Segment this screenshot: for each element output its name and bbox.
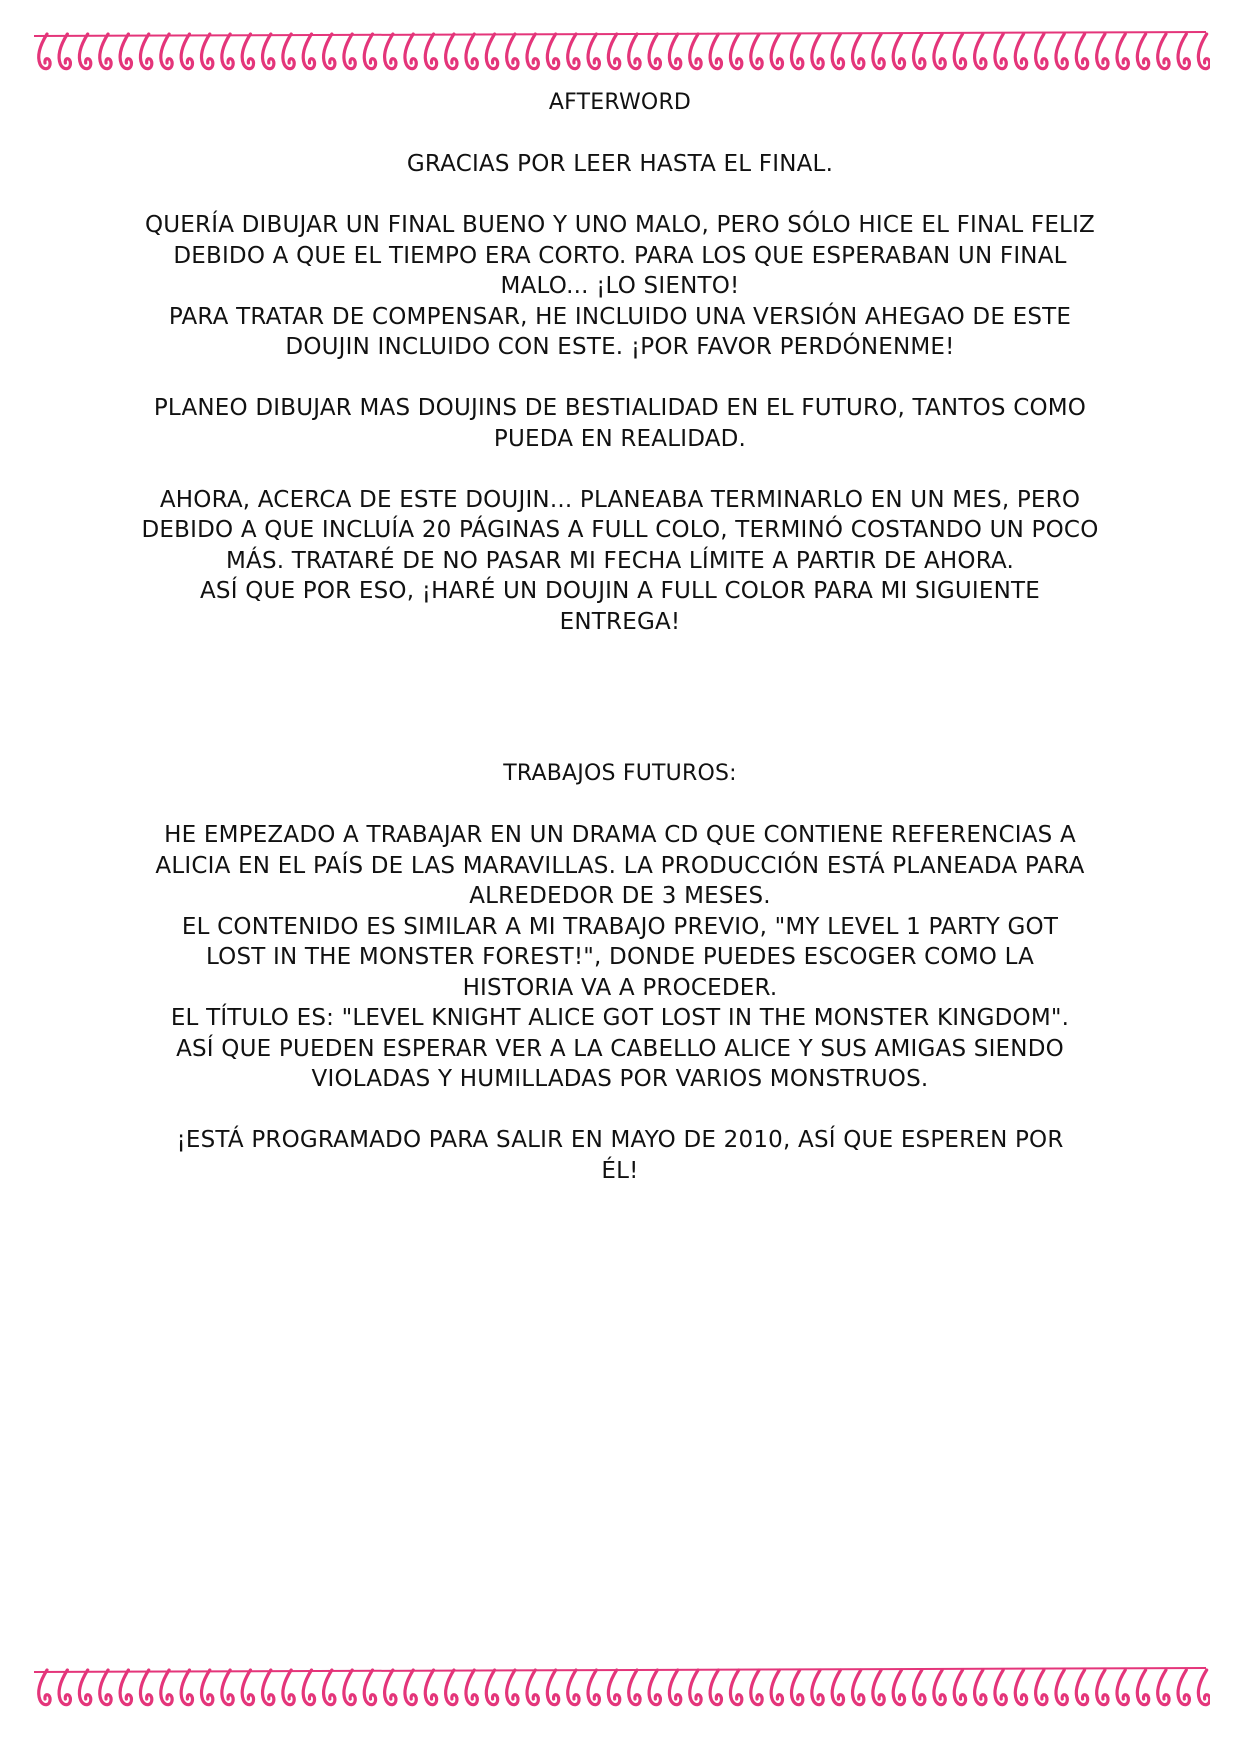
curl-mark bbox=[629, 1670, 640, 1705]
paragraph-deadline bbox=[90, 485, 1150, 638]
curl-mark bbox=[242, 34, 253, 69]
curl-mark bbox=[588, 1670, 599, 1705]
curl-mark bbox=[486, 1670, 497, 1705]
text-line: EL CONTENIDO ES SIMILAR A MI TRABAJO PREVIO, "MY LEVEL 1 PARTY GOT bbox=[181, 913, 1059, 940]
curl-mark bbox=[751, 1670, 762, 1705]
text-line: ¡ESTÁ PROGRAMADO PARA SALIR EN MAYO DE 2010, ASÍ QUE ESPEREN POR bbox=[176, 1127, 1064, 1153]
curl-mark bbox=[303, 34, 314, 69]
text-line: PUEDA EN REALIDAD. bbox=[493, 425, 747, 452]
text-line: DEBIDO A QUE EL TIEMPO ERA CORTO. PARA LOS QUE ESPERABAN UN FINAL bbox=[173, 242, 1067, 269]
decorative-border-top bbox=[30, 24, 1210, 84]
text-line: EL TÍTULO ES: "LEVEL KNIGHT ALICE GOT LOST IN THE MONSTER KINGDOM". bbox=[170, 1005, 1070, 1031]
curl-mark bbox=[751, 34, 762, 69]
curl-mark bbox=[1198, 34, 1209, 69]
text-line: ENTREGA! bbox=[559, 608, 681, 635]
curl-mark bbox=[832, 1670, 843, 1705]
curl-mark bbox=[1178, 1670, 1189, 1705]
curl-mark bbox=[140, 1670, 151, 1705]
curl-mark bbox=[425, 1670, 436, 1705]
curl-mark bbox=[1097, 34, 1108, 69]
curl-mark bbox=[425, 34, 436, 69]
curl-mark bbox=[730, 1670, 741, 1705]
curl-mark bbox=[181, 1670, 192, 1705]
text-line: PARA TRATAR DE COMPENSAR, HE INCLUIDO UNA VERSIÓN AHEGAO DE ESTE bbox=[168, 303, 1072, 330]
curl-mark bbox=[344, 1670, 355, 1705]
spacer bbox=[90, 363, 1150, 394]
curl-mark bbox=[1158, 34, 1169, 69]
curl-mark bbox=[629, 34, 640, 69]
curl-mark bbox=[507, 34, 518, 69]
curl-mark bbox=[730, 34, 741, 69]
curl-mark bbox=[39, 34, 50, 69]
page-title: AFTERWORD bbox=[548, 90, 692, 115]
curl-mark bbox=[262, 1670, 273, 1705]
text-line: PLANEO DIBUJAR MAS DOUJINS DE BESTIALIDAD EN EL FUTURO, TANTOS COMO bbox=[153, 395, 1087, 421]
curl-mark bbox=[201, 1670, 212, 1705]
curl-mark bbox=[914, 1670, 925, 1705]
text-line: HE EMPEZADO A TRABAJAR EN UN DRAMA CD QUE CONTIENE REFERENCIAS A bbox=[164, 822, 1076, 848]
curl-mark bbox=[873, 34, 884, 69]
curl-mark bbox=[181, 34, 192, 69]
curl-mark bbox=[79, 1670, 90, 1705]
curl-mark bbox=[59, 1670, 70, 1705]
text-line: DOUJIN INCLUIDO CON ESTE. ¡POR FAVOR PERDÓNENME! bbox=[285, 334, 955, 360]
curl-mark bbox=[975, 34, 986, 69]
curl-mark bbox=[100, 1670, 111, 1705]
curl-mark bbox=[954, 34, 965, 69]
curl-mark bbox=[283, 34, 294, 69]
curl-mark bbox=[466, 1670, 477, 1705]
curl-mark bbox=[1117, 1670, 1128, 1705]
curl-mark bbox=[1076, 34, 1087, 69]
curl-mark bbox=[303, 1670, 314, 1705]
curl-mark bbox=[608, 34, 619, 69]
curl-mark bbox=[547, 34, 558, 69]
curl-mark bbox=[120, 1670, 131, 1705]
curl-mark bbox=[59, 34, 70, 69]
curl-mark bbox=[201, 34, 212, 69]
paragraph-drama-cd bbox=[90, 820, 1150, 1095]
text-line: VIOLADAS Y HUMILLADAS POR VARIOS MONSTRUOS. bbox=[311, 1066, 929, 1092]
spiral-border-icon bbox=[30, 24, 1210, 84]
curl-mark bbox=[547, 1670, 558, 1705]
text-line: ASÍ QUE POR ESO, ¡HARÉ UN DOUJIN A FULL COLOR PARA MI SIGUIENTE bbox=[200, 578, 1040, 604]
curl-mark bbox=[975, 1670, 986, 1705]
curl-mark bbox=[690, 1670, 701, 1705]
curl-mark bbox=[283, 1670, 294, 1705]
curl-mark bbox=[1198, 1670, 1209, 1705]
curl-mark bbox=[405, 1670, 416, 1705]
spacer bbox=[90, 637, 1150, 759]
curl-mark bbox=[161, 34, 172, 69]
curl-mark bbox=[1015, 1670, 1026, 1705]
future-works-heading: TRABAJOS FUTUROS: bbox=[503, 761, 737, 786]
curl-mark bbox=[873, 1670, 884, 1705]
spacer bbox=[90, 454, 1150, 485]
text-line: ÉL! bbox=[601, 1157, 639, 1184]
curl-mark bbox=[608, 1670, 619, 1705]
spacer bbox=[90, 119, 1150, 150]
curl-mark bbox=[914, 34, 925, 69]
curl-mark bbox=[446, 34, 457, 69]
curl-mark bbox=[1178, 34, 1189, 69]
curl-mark bbox=[527, 1670, 538, 1705]
spacer bbox=[90, 1095, 1150, 1126]
spacer bbox=[90, 790, 1150, 821]
curl-mark bbox=[690, 34, 701, 69]
curl-mark bbox=[649, 1670, 660, 1705]
curl-mark bbox=[140, 34, 151, 69]
curl-mark bbox=[242, 1670, 253, 1705]
curl-mark bbox=[486, 34, 497, 69]
curl-mark bbox=[710, 1670, 721, 1705]
text-line: DEBIDO A QUE INCLUÍA 20 PÁGINAS A FULL COLO, TERMINÓ COSTANDO UN POCO bbox=[141, 517, 1099, 543]
curl-mark bbox=[568, 34, 579, 69]
afterword-text bbox=[90, 88, 1150, 1186]
curl-mark bbox=[1056, 1670, 1067, 1705]
decorative-border-bottom bbox=[30, 1660, 1210, 1720]
text-line: LOST IN THE MONSTER FOREST!", DONDE PUEDES ESCOGER COMO LA bbox=[205, 944, 1035, 970]
text-line: MALO... ¡LO SIENTO! bbox=[500, 273, 740, 299]
curl-mark bbox=[669, 1670, 680, 1705]
curl-mark bbox=[893, 1670, 904, 1705]
curl-mark bbox=[1036, 34, 1047, 69]
curl-mark bbox=[466, 34, 477, 69]
curl-mark bbox=[852, 34, 863, 69]
text-line: AHORA, ACERCA DE ESTE DOUJIN... PLANEABA TERMINARLO EN UN MES, PERO bbox=[159, 486, 1081, 513]
text-line: QUERÍA DIBUJAR UN FINAL BUENO Y UNO MALO, PERO SÓLO HICE EL FINAL FELIZ bbox=[144, 212, 1096, 238]
text-line: ALREDEDOR DE 3 MESES. bbox=[469, 883, 771, 909]
text-line: MÁS. TRATARÉ DE NO PASAR MI FECHA LÍMITE A PARTIR DE AHORA. bbox=[225, 547, 1015, 574]
curl-mark bbox=[1158, 1670, 1169, 1705]
curl-mark bbox=[1097, 1670, 1108, 1705]
curl-mark bbox=[669, 34, 680, 69]
curl-mark bbox=[771, 34, 782, 69]
curl-mark bbox=[161, 1670, 172, 1705]
curl-mark bbox=[507, 1670, 518, 1705]
curl-mark bbox=[710, 34, 721, 69]
curl-mark bbox=[1056, 34, 1067, 69]
paragraph-apology bbox=[90, 210, 1150, 363]
curl-mark bbox=[588, 34, 599, 69]
spiral-border-icon bbox=[30, 1660, 1210, 1720]
curl-mark bbox=[39, 1670, 50, 1705]
curl-mark bbox=[324, 1670, 335, 1705]
curl-mark bbox=[791, 1670, 802, 1705]
text-line: ALICIA EN EL PAÍS DE LAS MARAVILLAS. LA PRODUCCIÓN ESTÁ PLANEADA PARA bbox=[155, 852, 1085, 879]
paragraph-plans bbox=[90, 393, 1150, 454]
curl-mark bbox=[852, 1670, 863, 1705]
curl-mark bbox=[344, 34, 355, 69]
curl-mark bbox=[568, 1670, 579, 1705]
curl-mark bbox=[120, 34, 131, 69]
curl-mark bbox=[649, 34, 660, 69]
curl-mark bbox=[812, 1670, 823, 1705]
curl-mark bbox=[1117, 34, 1128, 69]
curl-mark bbox=[262, 34, 273, 69]
spacer bbox=[90, 180, 1150, 211]
curl-mark bbox=[812, 34, 823, 69]
curl-mark bbox=[934, 1670, 945, 1705]
text-line: HISTORIA VA A PROCEDER. bbox=[462, 974, 778, 1001]
curl-mark bbox=[995, 34, 1006, 69]
curl-mark bbox=[832, 34, 843, 69]
curl-mark bbox=[405, 34, 416, 69]
curl-mark bbox=[222, 34, 233, 69]
curl-mark bbox=[954, 1670, 965, 1705]
curl-mark bbox=[791, 34, 802, 69]
curl-mark bbox=[1137, 34, 1148, 69]
curl-mark bbox=[1036, 1670, 1047, 1705]
curl-mark bbox=[995, 1670, 1006, 1705]
curl-mark bbox=[1137, 1670, 1148, 1705]
thanks-line: GRACIAS POR LEER HASTA EL FINAL. bbox=[406, 151, 834, 177]
curl-mark bbox=[934, 34, 945, 69]
curl-mark bbox=[771, 1670, 782, 1705]
curl-mark bbox=[364, 34, 375, 69]
curl-mark bbox=[1076, 1670, 1087, 1705]
curl-mark bbox=[1015, 34, 1026, 69]
paragraph-release-date bbox=[90, 1125, 1150, 1186]
curl-mark bbox=[222, 1670, 233, 1705]
curl-mark bbox=[100, 34, 111, 69]
text-line: ASÍ QUE PUEDEN ESPERAR VER A LA CABELLO ALICE Y SUS AMIGAS SIENDO bbox=[176, 1035, 1064, 1062]
curl-mark bbox=[385, 1670, 396, 1705]
curl-mark bbox=[893, 34, 904, 69]
curl-mark bbox=[324, 34, 335, 69]
curl-mark bbox=[385, 34, 396, 69]
curl-mark bbox=[364, 1670, 375, 1705]
curl-mark bbox=[527, 34, 538, 69]
curl-mark bbox=[446, 1670, 457, 1705]
curl-mark bbox=[79, 34, 90, 69]
